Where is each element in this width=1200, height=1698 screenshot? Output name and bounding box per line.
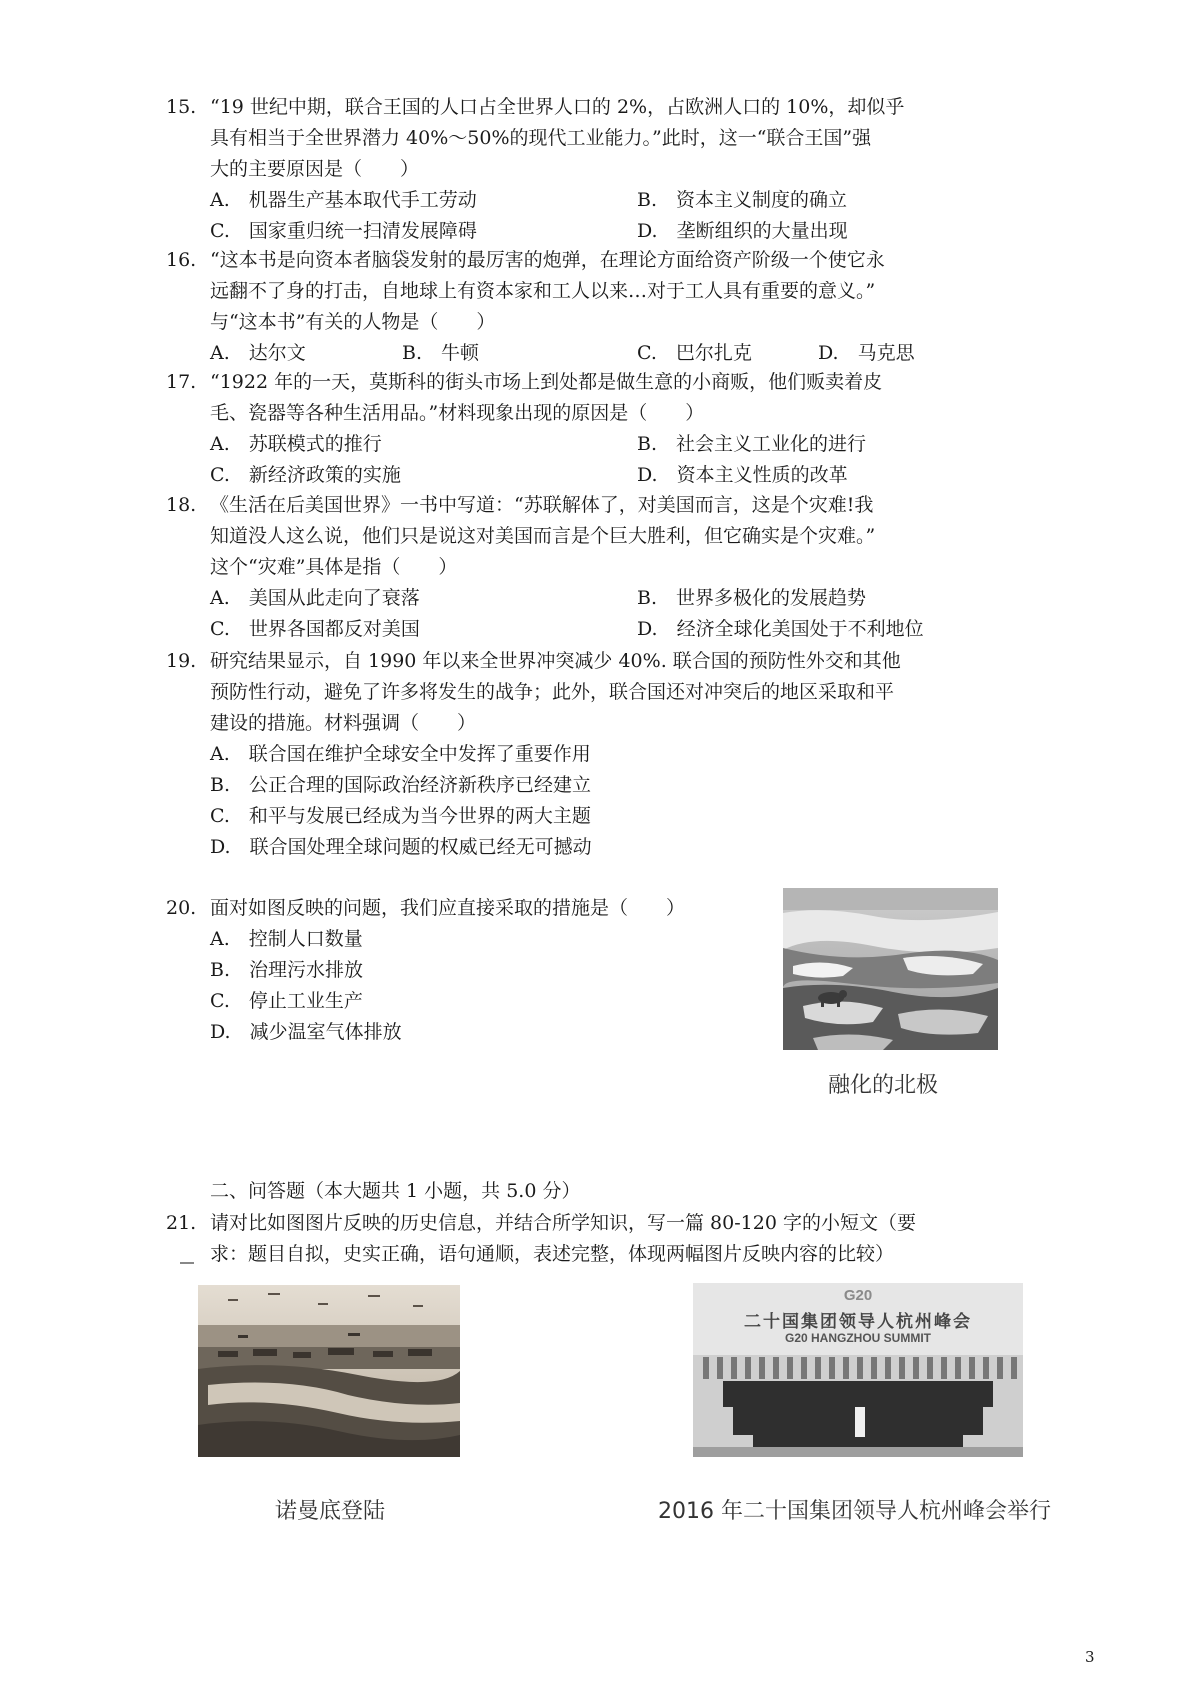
option-c: C. 停止工业生产 bbox=[210, 990, 363, 1012]
question-text-line: “1922 年的一天，莫斯科的街头市场上到处都是做生意的小商贩，他们贩卖着皮 bbox=[210, 371, 883, 393]
question-number: 19. bbox=[166, 650, 197, 672]
options-row bbox=[210, 216, 1010, 247]
option-b: B. 世界多极化的发展趋势 bbox=[637, 587, 867, 609]
section-heading: 二、问答题（本大题共 1 小题，共 5.0 分） bbox=[210, 1180, 581, 1202]
arctic-caption: 融化的北极 bbox=[828, 1073, 939, 1098]
summit-group-photo bbox=[693, 1355, 1023, 1457]
question-19 bbox=[166, 646, 1010, 863]
option-d: D. 资本主义性质的改革 bbox=[637, 464, 848, 486]
question-text-line: 请对比如图图片反映的历史信息，并结合所学知识，写一篇 80-120 字的小短文（要 bbox=[210, 1212, 916, 1234]
question-17 bbox=[166, 367, 1010, 491]
option-d: D. 减少温室气体排放 bbox=[210, 1021, 402, 1043]
option-d: D. 联合国处理全球问题的权威已经无可撼动 bbox=[210, 836, 592, 858]
option-a: A. 达尔文 bbox=[210, 342, 306, 364]
question-number: 16. bbox=[166, 249, 197, 271]
question-text-line: 毛、瓷器等各种生活用品。”材料现象出现的原因是（ ） bbox=[210, 402, 705, 424]
question-text-line: 具有相当于全世界潜力 40%～50%的现代工业能力。”此时，这一“联合王国”强 bbox=[210, 127, 872, 149]
question-text-line: 《生活在后美国世界》一书中写道：“苏联解体了，对美国而言，这是个灾难!我 bbox=[210, 494, 874, 516]
question-number: 18. bbox=[166, 494, 197, 516]
g20-logo-text: G20 bbox=[843, 1287, 873, 1304]
question-number: 20. bbox=[166, 897, 197, 919]
g20-caption: 2016 年二十国集团领导人杭州峰会举行 bbox=[658, 1499, 1051, 1524]
option-a: A. 联合国在维护全球安全中发挥了重要作用 bbox=[210, 743, 591, 765]
option-b: B. 公正合理的国际政治经济新秩序已经建立 bbox=[210, 774, 592, 796]
question-text-line: 与“这本书”有关的人物是（ ） bbox=[210, 311, 496, 333]
options-row bbox=[210, 338, 1010, 369]
options-row bbox=[210, 185, 1010, 216]
summit-title: 二十国集团领导人杭州峰会 bbox=[744, 1312, 972, 1332]
option-c: C. 国家重归统一扫清发展障碍 bbox=[210, 220, 477, 242]
option-b: B. 牛顿 bbox=[402, 342, 480, 364]
question-number: 17. bbox=[166, 371, 197, 393]
options-row bbox=[210, 614, 1010, 645]
question-text-line: 大的主要原因是（ ） bbox=[210, 158, 420, 180]
option-a: A. 控制人口数量 bbox=[210, 928, 363, 950]
option-c: C. 和平与发展已经成为当今世界的两大主题 bbox=[210, 805, 591, 827]
flag-row bbox=[703, 1357, 1017, 1379]
question-text-line: 研究结果显示，自 1990 年以来全世界冲突减少 40%. 联合国的预防性外交和其他 bbox=[210, 650, 901, 672]
option-b: B. 社会主义工业化的进行 bbox=[637, 433, 867, 455]
question-15 bbox=[166, 92, 1010, 247]
option-c: C. 世界各国都反对美国 bbox=[210, 618, 420, 640]
option-a: A. 美国从此走向了衰落 bbox=[210, 587, 420, 609]
option-b: B. 资本主义制度的确立 bbox=[637, 189, 848, 211]
option-a: A. 机器生产基本取代手工劳动 bbox=[210, 189, 477, 211]
summit-subtitle: G20 HANGZHOU SUMMIT bbox=[784, 1331, 931, 1345]
options-row bbox=[210, 460, 1010, 491]
page-number: 3 bbox=[1085, 1648, 1095, 1666]
melting-arctic-image bbox=[783, 888, 998, 1050]
options-row bbox=[210, 583, 1010, 614]
normandy-landing-photo bbox=[198, 1285, 460, 1457]
question-text-line: “19 世纪中期，联合王国的人口占全世界人口的 2%，占欧洲人口的 10%，却似乎 bbox=[210, 96, 905, 118]
melting-arctic-photo bbox=[783, 888, 998, 1050]
question-text-line: 预防性行动，避免了许多将发生的战争；此外，联合国还对冲突后的地区采取和平 bbox=[210, 681, 895, 703]
margin-mark bbox=[180, 1262, 194, 1264]
option-d: D. 经济全球化美国处于不利地位 bbox=[637, 618, 924, 640]
question-text-line: 这个“灾难”具体是指（ ） bbox=[210, 556, 458, 578]
question-text-line: 建设的措施。材料强调（ ） bbox=[210, 712, 477, 734]
question-text-line: “这本书是向资本者脑袋发射的最厉害的炮弹，在理论方面给资产阶级一个使它永 bbox=[210, 249, 885, 271]
g20-summit-photo bbox=[693, 1283, 1023, 1457]
normandy-caption: 诺曼底登陆 bbox=[275, 1499, 386, 1524]
question-16 bbox=[166, 245, 1010, 369]
question-text-line: 远翻不了身的打击，自地球上有资本家和工人以来…对于工人具有重要的意义。” bbox=[210, 280, 876, 302]
option-c: C. 巴尔扎克 bbox=[637, 342, 752, 364]
question-number: 21. bbox=[166, 1212, 197, 1234]
question-text-line: 知道没人这么说，他们只是说这对美国而言是个巨大胜利，但它确实是个灾难。” bbox=[210, 525, 876, 547]
option-c: C. 新经济政策的实施 bbox=[210, 464, 401, 486]
option-a: A. 苏联模式的推行 bbox=[210, 433, 382, 455]
summit-banner bbox=[693, 1283, 1023, 1356]
question-number: 15. bbox=[166, 96, 197, 118]
option-d: D. 马克思 bbox=[818, 342, 915, 364]
question-21 bbox=[166, 1208, 1010, 1270]
normandy-landing-image bbox=[198, 1285, 460, 1457]
question-text-line: 求：题目自拟，史实正确，语句通顺，表述完整，体现两幅图片反映内容的比较） bbox=[210, 1243, 895, 1265]
question-18 bbox=[166, 490, 1010, 645]
question-text-line: 面对如图反映的问题，我们应直接采取的措施是（ ） bbox=[210, 897, 686, 919]
options-row bbox=[210, 429, 1010, 460]
option-d: D. 垄断组织的大量出现 bbox=[637, 220, 848, 242]
option-b: B. 治理污水排放 bbox=[210, 959, 364, 981]
